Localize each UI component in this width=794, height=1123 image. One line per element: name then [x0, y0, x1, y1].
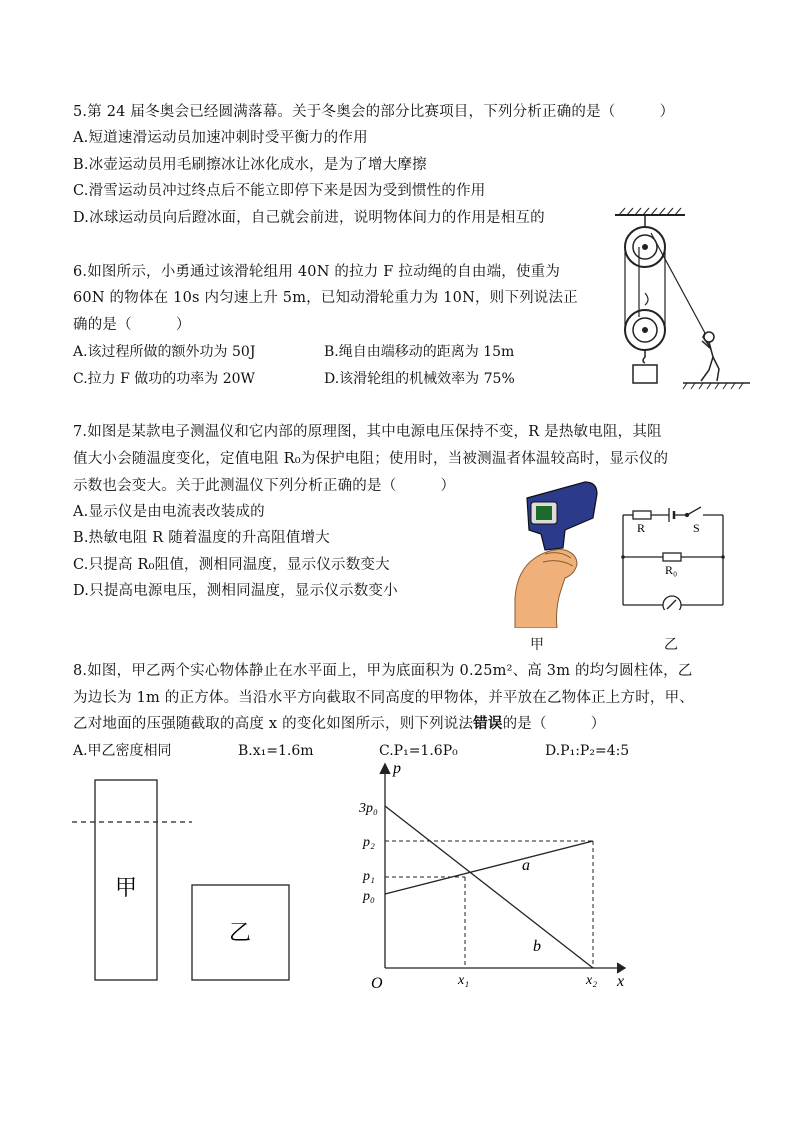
tick-p1: p₁ — [363, 869, 375, 884]
q7-option-d: D.只提高电源电压，测相同温度，显示仪示数变小 — [73, 583, 398, 599]
q5-option-a: A.短道速滑运动员加速冲刺时受平衡力的作用 — [73, 130, 368, 146]
q8-option-b: B.x₁=1.6m — [238, 743, 314, 759]
q5-option-b: B.冰壶运动员用毛刷擦冰让冰化成水，是为了增大摩擦 — [73, 157, 427, 173]
q7-stem-1: 7.如图是某款电子测温仪和它内部的原理图，其中电源电压保持不变，R 是热敏电阻，其阻 — [73, 424, 662, 440]
line-b-label: b — [533, 938, 541, 955]
y-axis-label: p — [393, 760, 401, 777]
q6-option-d: D.该滑轮组的机械效率为 75% — [324, 371, 515, 387]
tick-p2: p₂ — [363, 835, 375, 850]
q8-stem-2: 为边长为 1m 的正方体。当沿水平方向截取不同高度的甲物体，并平放在乙物体正上方时，甲、 — [73, 690, 694, 706]
q8-stem-1: 8.如图，甲乙两个实心物体静止在水平面上，甲为底面积为 0.25m²、高 3m 的均匀圆柱体，乙 — [73, 663, 693, 679]
pressure-graph — [355, 758, 635, 993]
label-r0: R₀ — [665, 563, 678, 577]
q8-option-c: C.P₁=1.6P₀ — [379, 743, 458, 759]
line-a — [385, 841, 593, 894]
block-jia-label: 甲 — [114, 876, 138, 901]
q8-stem-3 — [73, 714, 606, 734]
pulley-figure — [605, 205, 755, 390]
q6-option-c: C.拉力 F 做功的功率为 20W — [73, 371, 255, 387]
q6-stem-2: 60N 的物体在 10s 内匀速上升 5m，已知动滑轮重力为 10N，则下列说法正 — [73, 290, 578, 306]
circuit-diagram — [615, 495, 730, 610]
q7-fig-label-yi: 乙 — [664, 637, 678, 653]
weight-block — [633, 365, 657, 383]
line-a-label: a — [522, 857, 530, 874]
q5-option-d: D.冰球运动员向后蹬冰面，自己就会前进，说明物体间力的作用是相互的 — [73, 210, 545, 226]
q6-stem-1: 6.如图所示，小勇通过该滑轮组用 40N 的拉力 F 拉动绳的自由端，使重为 — [73, 264, 561, 280]
tick-3p0: 3p₀ — [359, 801, 378, 816]
emphasis-wrong: 错误 — [473, 715, 503, 732]
q7-option-a: A.显示仪是由电流表改装成的 — [73, 504, 265, 520]
q5-option-c: C.滑雪运动员冲过终点后不能立即停下来是因为受到惯性的作用 — [73, 183, 486, 199]
q6-option-a: A.该过程所做的额外功为 50J — [73, 344, 256, 360]
q8-stem-3-post: 的是（ ） — [502, 716, 606, 732]
tick-x2: x₂ — [586, 973, 598, 988]
q6-option-b: B.绳自由端移动的距离为 15m — [324, 344, 515, 360]
person-pulling-icon — [701, 332, 719, 381]
q7-stem-2: 值大小会随温度变化，定值电阻 R₀为保护电阻；使用时，当被测温者体温较高时，显示仪的 — [73, 451, 669, 467]
q8-option-d: D.P₁:P₂=4:5 — [545, 743, 630, 759]
line-b — [385, 806, 593, 968]
label-s: S — [693, 521, 700, 535]
q6-stem-3: 确的是（ ） — [73, 317, 191, 333]
q7-option-c: C.只提高 R₀阻值，测相同温度，显示仪示数变大 — [73, 557, 390, 573]
q7-option-b: B.热敏电阻 R 随着温度的升高阻值增大 — [73, 530, 330, 546]
q7-fig-label-jia: 甲 — [530, 637, 544, 653]
q7-stem-3: 示数也会变大。关于此测温仪下列分析正确的是（ ） — [73, 478, 456, 494]
block-yi-label: 乙 — [228, 921, 252, 946]
tick-x1: x₁ — [458, 973, 470, 988]
label-r: R — [637, 521, 646, 535]
q8-stem-3-pre: 乙对地面的压强随截取的高度 x 的变化如图所示，则下列说法 — [73, 716, 474, 732]
origin-label: O — [371, 975, 383, 992]
thermometer-gun-figure — [505, 478, 605, 628]
q5-stem: 5.第 24 届冬奥会已经圆满落幕。关于冬奥会的部分比赛项目，下列分析正确的是（ ） — [73, 104, 675, 120]
tick-p0: p₀ — [363, 889, 375, 904]
blocks-figure — [70, 775, 300, 985]
x-axis-label: x — [617, 973, 625, 990]
q8-option-a: A.甲乙密度相同 — [73, 743, 172, 759]
